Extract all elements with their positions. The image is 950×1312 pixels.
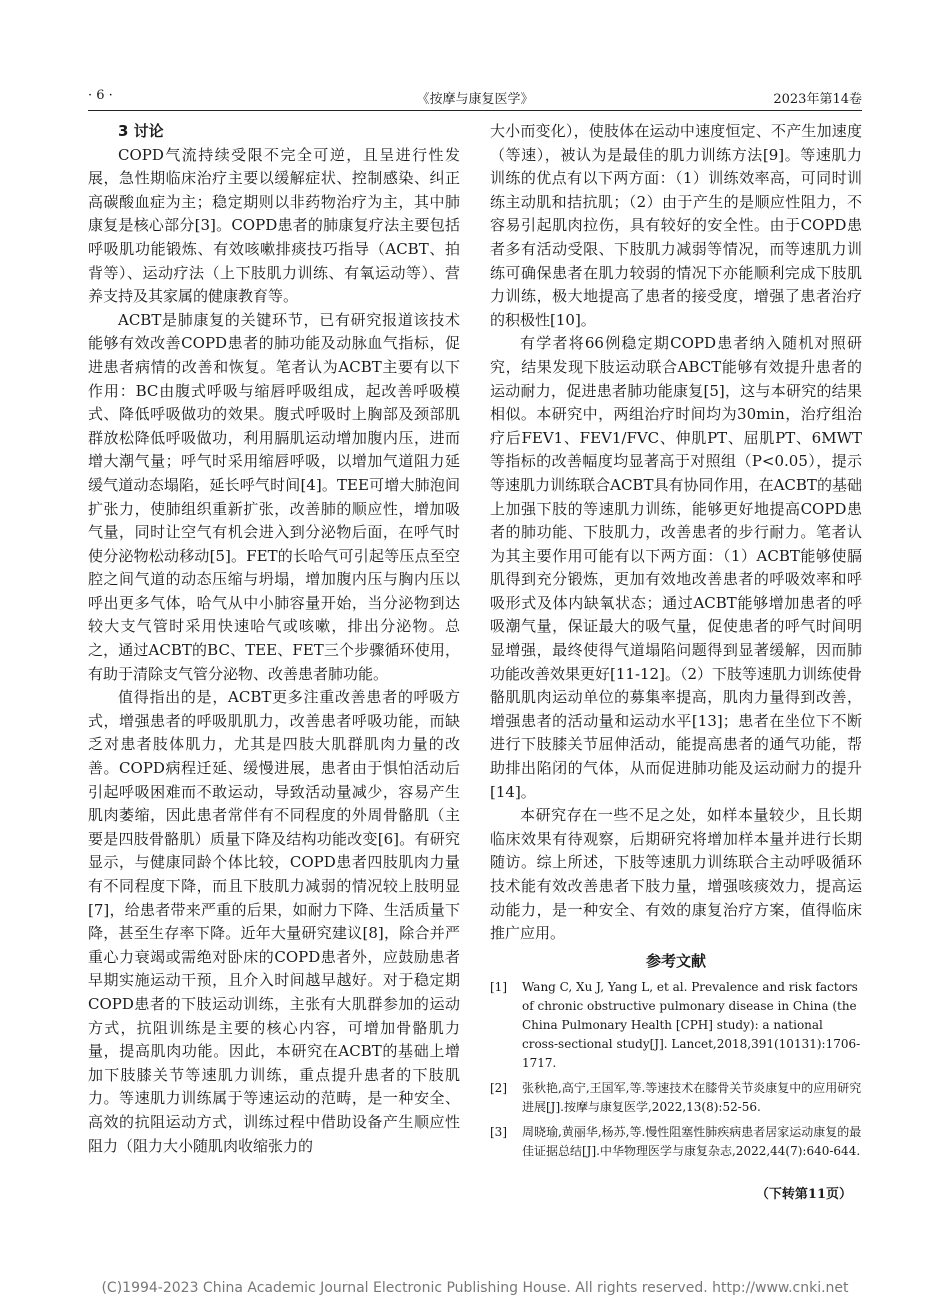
paragraph: 值得指出的是，ACBT更多注重改善患者的呼吸方式，增强患者的呼吸肌肌力，改善患者呼吸功能，而缺乏对患者肢体肌力，尤其是四肢大肌群肌肉力量的改善。COPD病程迁延、缓慢进展，患者由于惧怕活动后引起呼吸困难而不敢运动，导致活动量减少，容易产生肌肉萎缩，因此患者常伴有不同程度的外周骨骼肌（主要是四肢骨骼肌）质量下降及结构功能改变[6]。有研究显示，与健康同龄个体比较，COPD患者四肢肌肉力量有不同程度下降，而且下肢肌力减弱的情况较上肢明显[7]，给患者带来严重的后果，如耐力下降、生活质量下降，甚至生存率下降。近年大量研究建议[8]，除合并严重心力衰竭或需绝对卧床的COPD患者外，应鼓励患者早期实施运动干预，且介入时间越早越好。对于稳定期COPD患者的下肢运动训练，主张有大肌群参加的运动方式，抗阻训练是主要的核心内容，可增加骨骼肌力量，提高肌肉功能。因此，本研究在ACBT的基础上增加下肢膝关节等速肌力训练，重点提升患者的下肢肌力。等速肌力训练属于等速运动的范畴，是一种安全、高效的抗阻运动方式，训练过程中借助设备产生顺应性阻力（阻力大小随肌肉收缩张力的 xyxy=(88,688,460,1155)
references-heading: 参考文献 xyxy=(645,951,706,970)
paragraph: 有学者将66例稳定期COPD患者纳入随机对照研究，结果发现下肢运动联合ABCT能够有效提升患者的运动耐力，促进患者肺功能康复[5]，这与本研究的结果相似。本研究中，两组治疗时间均为30min，治疗组治疗后FEV1、FEV1/FVC、伸肌PT、屈肌PT、6MWT等指标的改善幅度均显著高于对照组（P<0.05），提示等速肌力训练联合ACBT具有协同作用，在ACBT的基础上加强下肢的等速肌力训练，能够更好地提高COPD患者的肺功能、下肢肌力，改善患者的步行耐力。笔者认为其主要作用可能有以下两方面：（1）ACBT能够使膈肌得到充分锻炼，更加有效地改善患者的呼吸效率和呼吸形式及体内缺氧状态；通过ACBT能够增加患者的呼吸潮气量，保证最大的吸气量，促使患者的呼气时间明显增强，最终使得气道塌陷问题得到显著缓解，因而肺功能改善效果更好[11-12]。（2）下肢等速肌力训练使骨骼肌肌肉运动单位的募集率提高，肌肉力量得到改善，增强患者的活动量和运动水平[13]；患者在坐位下不断进行下肢膝关节屈伸活动，能提高患者的通气功能，帮助排出陷闭的气体，从而促进肺功能及运动耐力的提升[14]。 xyxy=(490,334,862,801)
page-number: · 6 · xyxy=(88,88,113,103)
copyright-footer: (C)1994-2023 China Academic Journal Electronic Publishing House. All rights reserved. http://www.cnki.net xyxy=(101,1280,849,1296)
reference-text: Wang C, Xu J, Yang L, et al. Prevalence and risk factors of chronic obstructive pulmonary disease in China (the China Pulmonary Health [CPH] study): a national cross-sectional study[J]. Lancet,2018,391(10131):1706-1717. xyxy=(522,979,861,1070)
continued-note: （下转第11页） xyxy=(755,1186,852,1202)
running-header xyxy=(88,88,862,111)
reference-item xyxy=(490,1079,862,1117)
paragraph: COPD气流持续受限不完全可逆，且呈进行性发展，急性期临床治疗主要以缓解症状、控制感染、纠正高碳酸血症为主；稳定期则以非药物治疗为主，其中肺康复是核心部分[3]。COPD患者的肺康复疗法主要包括呼吸肌功能锻炼、有效咳嗽排痰技巧指导（ACBT、拍背等）、运动疗法（上下肢肌力训练、有氧运动等）、营养支持及其家属的健康教育等。 xyxy=(88,145,460,306)
reference-number: [3] xyxy=(490,1124,507,1139)
reference-number: [1] xyxy=(490,979,507,994)
reference-text: 张秋艳,高宁,王国军,等.等速技术在膝骨关节炎康复中的应用研究进展[J].按摩与康复医学,2022,13(8):52-56. xyxy=(522,1080,862,1114)
reference-number: [2] xyxy=(490,1080,507,1095)
reference-item xyxy=(490,978,862,1073)
right-column xyxy=(490,120,862,1206)
reference-text: 周晓瑜,黄丽华,杨苏,等.慢性阻塞性肺疾病患者居家运动康复的最佳证据总结[J].中华物理医学与康复杂志,2022,44(7):640-644. xyxy=(522,1124,862,1158)
paragraph: ACBT是肺康复的关键环节，已有研究报道该技术能够有效改善COPD患者的肺功能及动脉血气指标，促进患者病情的改善和恢复。笔者认为ACBT主要有以下作用：BC由腹式呼吸与缩唇呼吸组成，起改善呼吸模式、降低呼吸做功的效果。腹式呼吸时上胸部及颈部肌群放松降低呼吸做功，利用膈肌运动增加腹内压，进而增大潮气量；呼气时采用缩唇呼吸，以增加气道阻力延缓气道动态塌陷，延长呼气时间[4]。TEE可增大肺泡间扩张力，使肺组织重新扩张，改善肺的顺应性，增加吸气量，同时让空气有机会进入到分泌物后面，在呼气时使分泌物松动移动[5]。FET的长哈气可引起等压点至空腔之间气道的动态压缩与坍塌，增加腹内压与胸内压以呼出更多气体，哈气从中小肺容量开始，当分泌物到达较大支气管时采用快速哈气或咳嗽，排出分泌物。总之，通过ACBT的BC、TEE、FET三个步骤循环使用，有助于清除支气管分泌物、改善患者肺功能。 xyxy=(88,310,460,683)
reference-list xyxy=(490,978,862,1161)
journal-title: 《按摩与康复医学》 xyxy=(416,92,534,107)
paragraph: 大小而变化），使肢体在运动中速度恒定、不产生加速度（等速），被认为是最佳的肌力训练方法[9]。等速肌力训练的优点有以下两方面：（1）训练效率高，可同时训练主动肌和拮抗肌；（2）由于产生的是顺应性阻力，不容易引起肌肉拉伤，具有较好的安全性。由于COPD患者多有活动受限、下肢肌力减弱等情况，而等速肌力训练可确保患者在肌力较弱的情况下亦能顺利完成下肢肌力训练，极大地提高了患者的接受度，增强了患者治疗的积极性[10]。 xyxy=(490,122,862,329)
reference-item xyxy=(490,1123,862,1161)
paragraph: 本研究存在一些不足之处，如样本量较少，且长期临床效果有待观察，后期研究将增加样本量并进行长期随访。综上所述，下肢等速肌力训练联合主动呼吸循环技术能有效改善患者下肢力量，增强咳痰效力，提高运动能力，是一种安全、有效的康复治疗方案，值得临床推广应用。 xyxy=(490,806,862,943)
section-title: 3 讨论 xyxy=(118,122,164,140)
left-column xyxy=(88,120,460,1158)
issue-label: 2023年第14卷 xyxy=(773,92,862,107)
